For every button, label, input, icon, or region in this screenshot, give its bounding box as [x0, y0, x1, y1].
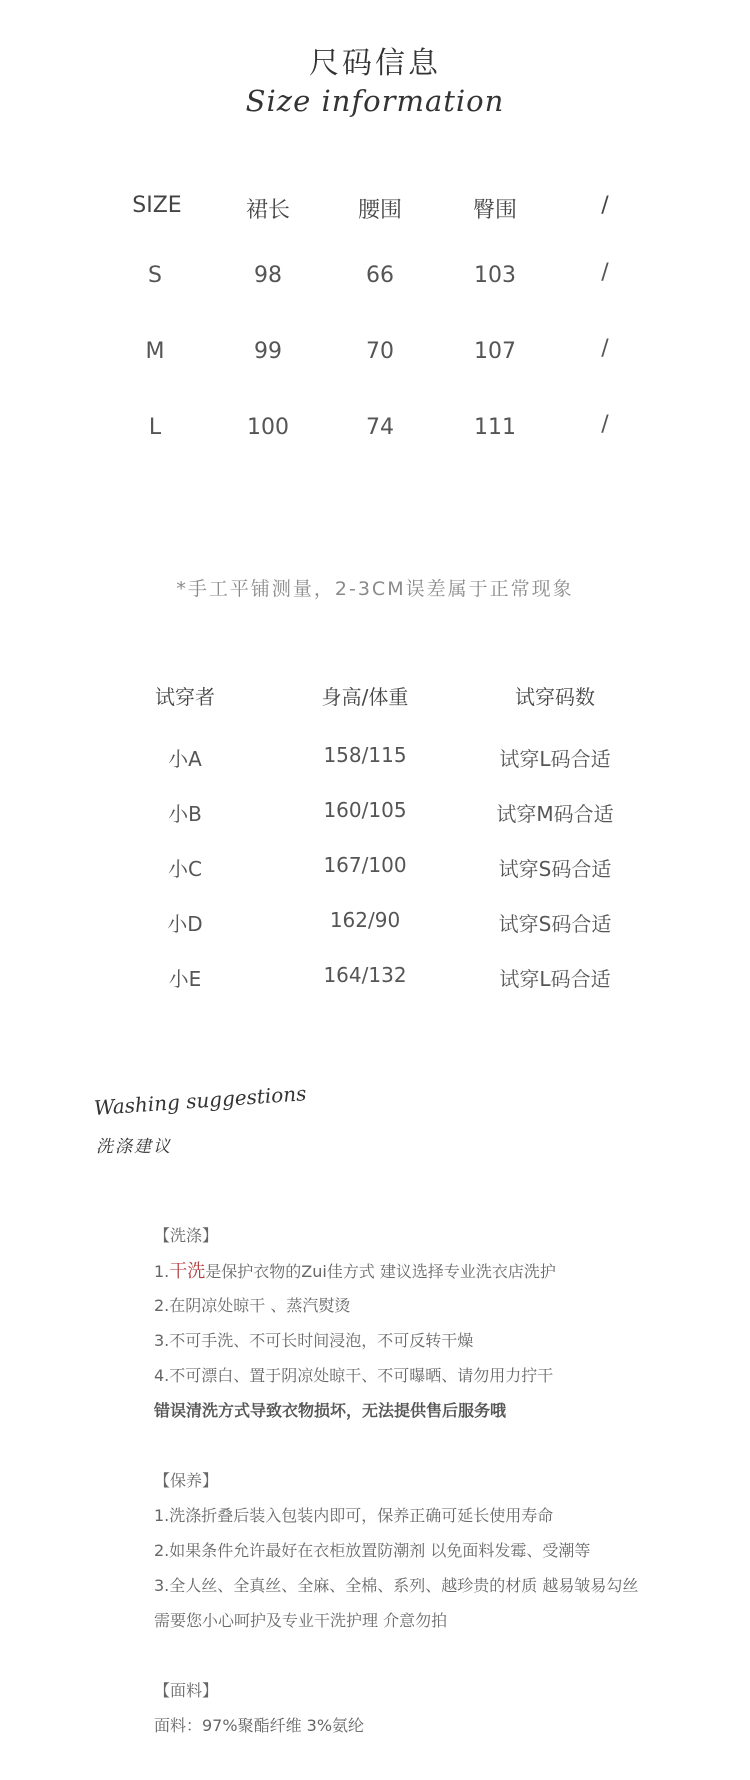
size-row-m-waist: 70: [366, 339, 394, 364]
size-row-l-hip: 111: [474, 415, 516, 440]
care-line-3: 3.全人丝、全真丝、全麻、全棉、系列、越珍贵的材质 越易皱易勾丝: [154, 1576, 639, 1595]
tryon-header-person: 试穿者: [155, 685, 215, 709]
tryon-row-d-stats: 162/90: [329, 908, 401, 932]
size-row-l-length: 100: [247, 415, 289, 440]
wash-heading: 【洗涤】: [154, 1226, 219, 1245]
tryon-header-size: 试穿码数: [515, 685, 595, 709]
size-row-l-size: L: [148, 415, 162, 440]
size-row-l-extra: /: [601, 412, 609, 437]
fabric-heading: 【面料】: [154, 1681, 219, 1700]
tryon-row-c-size: 试穿S码合适: [498, 857, 612, 881]
size-row-s-extra: /: [601, 260, 609, 285]
measurement-note: *手工平铺测量，2-3CM误差属于正常现象: [176, 578, 574, 600]
wash-line-3: 3.不可手洗、不可长时间浸泡，不可反转干燥: [154, 1331, 474, 1350]
size-header-hip: 臀围: [472, 198, 518, 223]
size-row-m-size: M: [145, 339, 165, 364]
page-title: 尺码信息: [309, 46, 441, 81]
washing-title-en: Washing suggestions: [93, 1081, 308, 1120]
size-row-s-hip: 103: [474, 263, 516, 288]
size-row-s-length: 98: [254, 263, 282, 288]
size-header-size: SIZE: [132, 193, 182, 218]
tryon-row-a-stats: 158/115: [323, 743, 407, 767]
care-line-1: 1.洗涤折叠后装入包装内即可，保养正确可延长使用寿命: [154, 1506, 554, 1525]
wash-line-1-rest: 是保护衣物的Zui佳方式 建议选择专业洗衣店洗护: [205, 1262, 556, 1281]
tryon-row-e-stats: 164/132: [323, 963, 407, 987]
wash-line-1-prefix: 1.: [154, 1262, 170, 1281]
size-header-waist: 腰围: [357, 198, 403, 223]
tryon-row-b-stats: 160/105: [323, 798, 407, 822]
wash-line-4: 4.不可漂白、置于阴凉处晾干、不可曝晒、请勿用力拧干: [154, 1366, 554, 1385]
care-line-4: 需要您小心呵护及专业干洗护理 介意勿拍: [154, 1611, 448, 1630]
size-row-m-extra: /: [601, 336, 609, 361]
care-heading: 【保养】: [154, 1471, 219, 1490]
washing-title-cn: 洗涤建议: [96, 1137, 172, 1157]
size-row-s-waist: 66: [366, 263, 394, 288]
care-line-2: 2.如果条件允许最好在衣柜放置防潮剂 以免面料发霉、受潮等: [154, 1541, 591, 1560]
tryon-row-d-size: 试穿S码合适: [498, 912, 612, 936]
tryon-row-e-person: 小E: [168, 967, 202, 991]
page-subtitle: Size information: [245, 84, 505, 118]
wash-warning: 错误清洗方式导致衣物损坏，无法提供售后服务哦: [154, 1401, 507, 1420]
tryon-row-b-size: 试穿M码合适: [496, 802, 614, 826]
tryon-row-e-size: 试穿L码合适: [499, 967, 611, 991]
wash-line-1-highlight: 干洗: [169, 1261, 206, 1282]
size-row-m-length: 99: [254, 339, 282, 364]
size-header-length: 裙长: [245, 198, 291, 223]
tryon-row-c-stats: 167/100: [323, 853, 407, 877]
wash-line-1: [154, 1257, 556, 1283]
size-row-l-waist: 74: [366, 415, 394, 440]
size-row-m-hip: 107: [474, 339, 516, 364]
size-row-s-size: S: [148, 263, 162, 288]
tryon-row-a-person: 小A: [168, 747, 202, 771]
size-header-extra: /: [601, 193, 609, 218]
fabric-line-1: 面料：97%聚酯纤维 3%氨纶: [154, 1716, 365, 1735]
tryon-row-d-person: 小D: [167, 912, 203, 936]
tryon-header-height-weight: 身高/体重: [321, 685, 409, 709]
tryon-row-a-size: 试穿L码合适: [499, 747, 611, 771]
tryon-row-c-person: 小C: [168, 857, 202, 881]
wash-line-2: 2.在阴凉处晾干 、蒸汽熨烫: [154, 1296, 351, 1315]
tryon-row-b-person: 小B: [168, 802, 202, 826]
